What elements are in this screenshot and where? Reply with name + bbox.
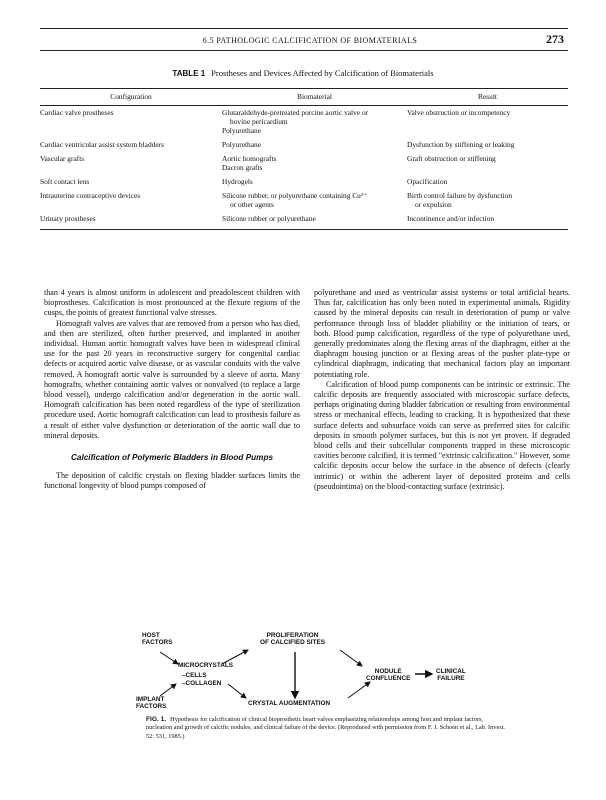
cell-biomaterial: Polyurethane bbox=[222, 140, 261, 149]
label-nodule-confluence: NODULE CONFLUENCE bbox=[366, 668, 411, 682]
label-cells: –CELLS bbox=[182, 672, 207, 679]
cell-biomaterial: Silicone rubber or polyurethane bbox=[222, 212, 407, 230]
table-row bbox=[40, 212, 568, 230]
body-column-left bbox=[44, 288, 300, 491]
cell-configuration: Vascular grafts bbox=[40, 154, 85, 163]
label-implant-factors: IMPLANT FACTORS bbox=[136, 696, 167, 710]
column-header-configuration: Configuration bbox=[40, 89, 222, 106]
running-header: 6.5 PATHOLOGIC CALCIFICATION OF BIOMATERIALS bbox=[202, 36, 418, 45]
column-header-result: Result bbox=[407, 89, 568, 106]
label-proliferation: PROLIFERATION OF CALCIFIED SITES bbox=[260, 632, 325, 646]
label-crystal-augmentation: CRYSTAL AUGMENTATION bbox=[248, 700, 331, 707]
cell-configuration: Soft contact lens bbox=[40, 177, 90, 186]
figure-label: FIG. 1. bbox=[146, 716, 167, 723]
figure-caption-text: Hypothesis for calcification of clinical bioprosthetic heart valves emphasizing relationships among host and implant factors, nucleation and growth of calcific nodules, and clinical failure of the device. (Reproduced with permission from F. J. Schoen et al., Lab. Invest. 52: 531, 1985.) bbox=[146, 716, 506, 740]
section-heading: Calcification of Polymeric Bladders in Blood Pumps bbox=[71, 453, 273, 463]
result-line: or expulsion bbox=[415, 200, 452, 209]
paragraph: The deposition of calcific crystals on flexing bladder surfaces limits the functional longevity of blood pumps composed of bbox=[44, 471, 300, 491]
label-clinical-failure: CLINICAL FAILURE bbox=[436, 668, 466, 682]
biomaterial-line: Aortic homografts bbox=[222, 154, 277, 163]
table-row bbox=[40, 152, 568, 175]
paragraph: than 4 years is almost uniform in adolescent and preadolescent children with bioprostheses. Calcification is most pronounced at the flexure regions of the cusps, the points of greatest functional valve stresses. bbox=[44, 288, 300, 318]
arrow-host-to-microcrystals bbox=[160, 652, 178, 664]
paragraph: polyurethane and used as ventricular assist systems or total artificial hearts. Thus far, calcification has only been noted in experimental animals. Rigidity caused by the mineral deposits can result in deterioration of pump or valve performance through loss of bladder pliability or the initiation of tears, or both. Blood pump calcification, regardless of the type of polyurethane used, generally predominates along the flexing areas of the diaphragm, either at the diaphragm housing junction or at flexing areas of the pusher plate-type or cylindrical diaphragm, indicating that mechanical factors play an important potentiating role. bbox=[314, 288, 570, 379]
page-number: 273 bbox=[546, 32, 564, 46]
devices-table bbox=[40, 88, 568, 230]
table-caption bbox=[0, 68, 606, 78]
cell-result: Opacification bbox=[407, 177, 448, 186]
label-collagen: –COLLAGEN bbox=[182, 680, 222, 687]
cell-result: Dysfunction by stiffening or leaking bbox=[407, 140, 515, 149]
biomaterial-line: or other agents bbox=[230, 200, 274, 209]
biomaterial-line: Polyurethane bbox=[222, 126, 261, 135]
cell-configuration: Cardiac valve prostheses bbox=[40, 108, 114, 117]
header-bottom-rule bbox=[40, 50, 568, 51]
arrow-implant-to-collagen bbox=[160, 684, 176, 696]
cell-biomaterial bbox=[222, 106, 407, 139]
label-microcrystals: MICROCRYSTALS bbox=[178, 662, 234, 669]
cell-biomaterial bbox=[222, 152, 407, 175]
table-row bbox=[40, 138, 568, 152]
column-header-biomaterial: Biomaterial bbox=[222, 89, 407, 106]
figure-caption bbox=[146, 716, 506, 741]
table-row bbox=[40, 175, 568, 189]
biomaterial-line: Silicone rubber, or polyurethane containing Cu²⁺ bbox=[222, 191, 367, 200]
cell-configuration: Intrauterine contraceptive devices bbox=[40, 191, 141, 200]
cell-configuration: Cardiac ventricular assist system bladders bbox=[40, 140, 164, 149]
table-row bbox=[40, 106, 568, 139]
cell-biomaterial: Hydrogels bbox=[222, 177, 253, 186]
arrow-augmentation-to-nodule bbox=[348, 682, 370, 698]
header-top-rule bbox=[40, 28, 568, 29]
table-header-row bbox=[40, 89, 568, 106]
label-host-factors: HOST FACTORS bbox=[142, 632, 173, 646]
result-line: Birth control failure by dysfunction bbox=[407, 191, 513, 200]
cell-result bbox=[407, 189, 568, 212]
cell-configuration: Urinary prostheses bbox=[40, 212, 222, 230]
cell-result: Valve obstruction or incompetency bbox=[407, 108, 511, 117]
body-column-right bbox=[314, 288, 570, 492]
cell-result: Graft obstruction or stiffening bbox=[407, 154, 496, 163]
calcification-diagram bbox=[130, 632, 530, 712]
biomaterial-line: bovine pericardium bbox=[230, 117, 288, 126]
paragraph: Calcification of blood pump components can be intrinsic or extrinsic. The calcific deposits are frequently associated with microscopic surface defects, perhaps originating during bladder fabrication or resulting from environmental stress or mechanical effects, leading to cracking. It is hypothesized that these surface defects and subsurface voids can serve as preferred sites for calcific deposits in smooth polymer surfaces, but this is not yet proven. If degraded blood cells and their subcellular components trapped in these microscopic cavities become calcified, it is termed "extrinsic calcification." However, some calcific deposits occur below the surface in the absence of defects (clearly intrinsic) or within the adherent layer of deposited proteins and cells (pseudointima) on the blood-contacting surface (extrinsic). bbox=[314, 379, 570, 491]
cell-result: Incontinence and/or infection bbox=[407, 212, 568, 230]
biomaterial-line: Glutaraldehyde-pretreated porcine aortic valve or bbox=[222, 108, 369, 117]
biomaterial-line: Dacron grafts bbox=[222, 163, 263, 172]
paragraph: Homograft valves are valves that are removed from a person who has died, and then are sterilized, often further preserved, and implanted in another individual. Human aortic homograft valves have been in widespread clinical use for the past 20 years in reconstructive surgery for congenital cardiac defects or acquired aortic valve disease, or as vascular conduits with the valve removed. A homograft aortic valve is surrounded by a sleeve of aorta. Many homografts, whether containing aortic valves or nonvalved (to replace a large blood vessel), undergo calcification and/or degeneration in the aortic wall. Homograft calcification has been noted regardless of the type of sterilization procedure used. Aortic homograft calcification can lead to prosthesis failure as a result of either valve dysfunction or deterioration of the aortic wall due to mineral deposits. bbox=[44, 318, 300, 440]
arrow-collagen-to-augmentation bbox=[228, 684, 246, 698]
table-row bbox=[40, 189, 568, 212]
cell-biomaterial bbox=[222, 189, 407, 212]
table-label: TABLE 1 bbox=[172, 69, 206, 78]
arrow-proliferation-to-nodule bbox=[340, 650, 362, 666]
table-caption-text: Prostheses and Devices Affected by Calcification of Biomaterials bbox=[211, 68, 434, 78]
